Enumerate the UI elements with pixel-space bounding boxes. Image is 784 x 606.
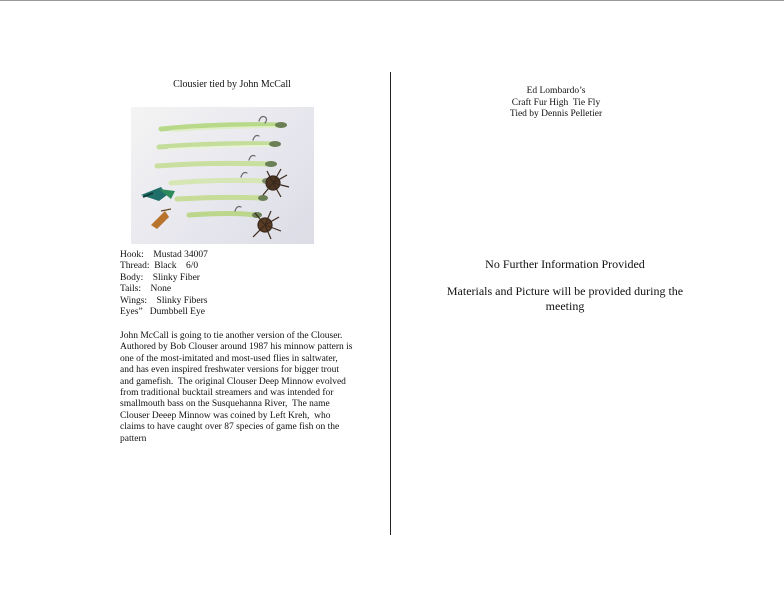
description-line: one of the most-imitated and most-used flies in saltwater,	[120, 353, 338, 364]
fly-photo	[131, 107, 314, 244]
spec-hook: Hook: Mustad 34007	[120, 250, 208, 260]
spec-body: Body: Slinky Fiber	[120, 272, 200, 283]
column-divider	[390, 72, 391, 535]
right-title	[466, 86, 646, 121]
right-title-line: Craft Fur High Tie Fly	[511, 97, 601, 108]
top-rule	[0, 0, 784, 1]
spec-tails: Tails: None	[120, 284, 172, 295]
description-line: and gamefish. The original Clouser Deep Minnow evolved	[120, 376, 346, 387]
description-line: Authored by Bob Clouser around 1987 his minnow pattern is	[120, 342, 353, 353]
description-line: claims to have caught over 87 species of game fish on the	[120, 422, 340, 433]
spec-eyes: Eyes” Dumbbell Eye	[120, 307, 205, 318]
description-line: from traditional bucktail streamers and was intended for	[120, 388, 334, 399]
left-title: Clousier tied by John McCall	[173, 79, 291, 90]
right-title-line: Ed Lombardo’s	[526, 86, 586, 96]
description-line: John McCall is going to tie another version of the Clouser.	[120, 331, 343, 341]
fly-specs	[120, 250, 208, 318]
description-line: pattern	[120, 433, 147, 444]
description-line: and has even inspired freshwater versions for bigger trout	[120, 365, 339, 376]
spec-wings: Wings: Slinky Fibers	[120, 295, 208, 306]
fly-photo-image	[131, 107, 314, 244]
right-title-line: Tied by Dennis Pelletier	[509, 109, 603, 120]
description-line: smallmouth bass on the Susquehanna River, The name	[120, 399, 330, 410]
spec-thread: Thread: Black 6/0	[120, 261, 199, 272]
materials-note: Materials and Picture will be provided during the meeting	[446, 284, 684, 313]
no-info-text: No Further Information Provided	[485, 257, 645, 271]
description-line: Clouser Deeep Minnow was coined by Left Kreh, who	[120, 410, 331, 421]
fly-description	[120, 331, 372, 445]
